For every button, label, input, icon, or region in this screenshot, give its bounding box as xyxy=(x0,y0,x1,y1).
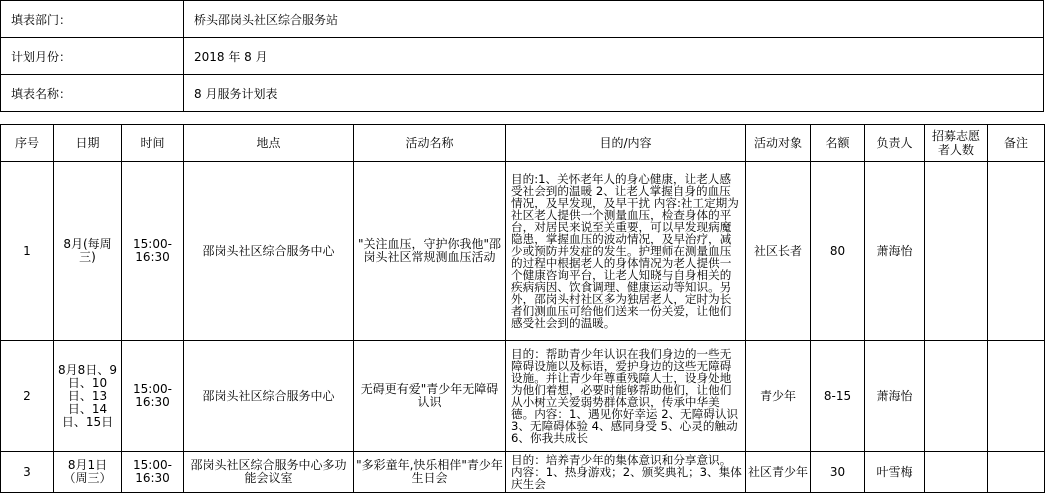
row-no: 3 xyxy=(1,452,54,493)
row-place: 邵岗头社区综合服务中心 xyxy=(184,162,354,341)
header-purpose: 目的/内容 xyxy=(506,125,746,162)
row-no: 1 xyxy=(1,162,54,341)
month-row xyxy=(1,38,1044,75)
row-target: 社区长者 xyxy=(746,162,811,341)
table-row xyxy=(1,452,1045,493)
row-purpose: 目的：帮助青少年认识在我们身边的一些无障碍设施以及标语，爱护身边的这些无障碍设施。并让青少年尊重残障人士，设身处地为他们着想，必要时能够帮助他们，让他们从小树立关爱弱势群体意识，传承中华美德。内容：1、遇见你好幸运 2、无障碍认识 3、无障碍体验 4、感同身受 5、心灵的触动 6、你我共成长 xyxy=(506,341,746,452)
row-activity-name: "多彩童年,快乐相伴"青少年生日会 xyxy=(354,452,506,493)
service-plan-table xyxy=(0,124,1045,493)
header-leader: 负责人 xyxy=(865,125,925,162)
header-target: 活动对象 xyxy=(746,125,811,162)
header-time: 时间 xyxy=(122,125,184,162)
row-date: 8月(每周三) xyxy=(54,162,122,341)
row-no: 2 xyxy=(1,341,54,452)
month-value: 2018 年 8 月 xyxy=(184,38,1044,75)
row-volunteers xyxy=(925,341,988,452)
row-remarks xyxy=(988,452,1045,493)
row-time: 15:00-16:30 xyxy=(122,452,184,493)
row-volunteers xyxy=(925,162,988,341)
table-row xyxy=(1,341,1045,452)
form-name-value: 8 月服务计划表 xyxy=(184,75,1044,112)
row-leader: 萧海怡 xyxy=(865,162,925,341)
header-volunteers: 招募志愿者人数 xyxy=(925,125,988,162)
row-volunteers xyxy=(925,452,988,493)
row-activity-name: "关注血压，守护你我他"邵岗头社区常规测血压活动 xyxy=(354,162,506,341)
header-remarks: 备注 xyxy=(988,125,1045,162)
row-quota: 80 xyxy=(811,162,865,341)
row-target: 社区青少年 xyxy=(746,452,811,493)
row-purpose: 目的:1、关怀老年人的身心健康，让老人感受社会到的温暖 2、让老人掌握自身的血压情况，及早发现，及早干扰 内容:社工定期为社区老人提供一个测量血压，检查身体的平台，对居民来说至关重要，可以早发现病魔隐患，掌握血压的波动情况，及早治疗，减少或预防并发症的发生。护理师在测量血压的过程中根据老人的身体情况为老人提供一个健康咨询平台，让老人知晓与自身相关的疾病病因、饮食调理、健康运动等知识。另外，邵岗头村社区多为独居老人，定时为长者们测血压可给他们送来一份关爱，让他们感受社会到的温暖。 xyxy=(506,162,746,341)
row-remarks xyxy=(988,162,1045,341)
header-activity-name: 活动名称 xyxy=(354,125,506,162)
row-target: 青少年 xyxy=(746,341,811,452)
row-leader: 萧海怡 xyxy=(865,341,925,452)
form-name-row xyxy=(1,75,1044,112)
month-label: 计划月份： xyxy=(1,38,184,75)
row-quota: 8-15 xyxy=(811,341,865,452)
form-name-label: 填表名称： xyxy=(1,75,184,112)
row-leader: 叶雪梅 xyxy=(865,452,925,493)
row-time: 15:00-16:30 xyxy=(122,162,184,341)
form-info-table xyxy=(0,0,1044,112)
row-time: 15:00-16:30 xyxy=(122,341,184,452)
header-row xyxy=(1,125,1045,162)
table-row xyxy=(1,162,1045,341)
row-place: 邵岗头社区综合服务中心多功能会议室 xyxy=(184,452,354,493)
row-quota: 30 xyxy=(811,452,865,493)
row-date: 8月8日、9日、10日、13日、14日、15日 xyxy=(54,341,122,452)
dept-value: 桥头邵岗头社区综合服务站 xyxy=(184,1,1044,38)
dept-row xyxy=(1,1,1044,38)
header-date: 日期 xyxy=(54,125,122,162)
row-remarks xyxy=(988,341,1045,452)
row-place: 邵岗头社区综合服务中心 xyxy=(184,341,354,452)
header-no: 序号 xyxy=(1,125,54,162)
header-place: 地点 xyxy=(184,125,354,162)
header-quota: 名额 xyxy=(811,125,865,162)
row-activity-name: 无碍更有爱"青少年无障碍认识 xyxy=(354,341,506,452)
row-date: 8月1日（周三） xyxy=(54,452,122,493)
dept-label: 填表部门： xyxy=(1,1,184,38)
row-purpose: 目的：培养青少年的集体意识和分享意识。内容：1、热身游戏；2、颁奖典礼；3、集体庆生会 xyxy=(506,452,746,493)
